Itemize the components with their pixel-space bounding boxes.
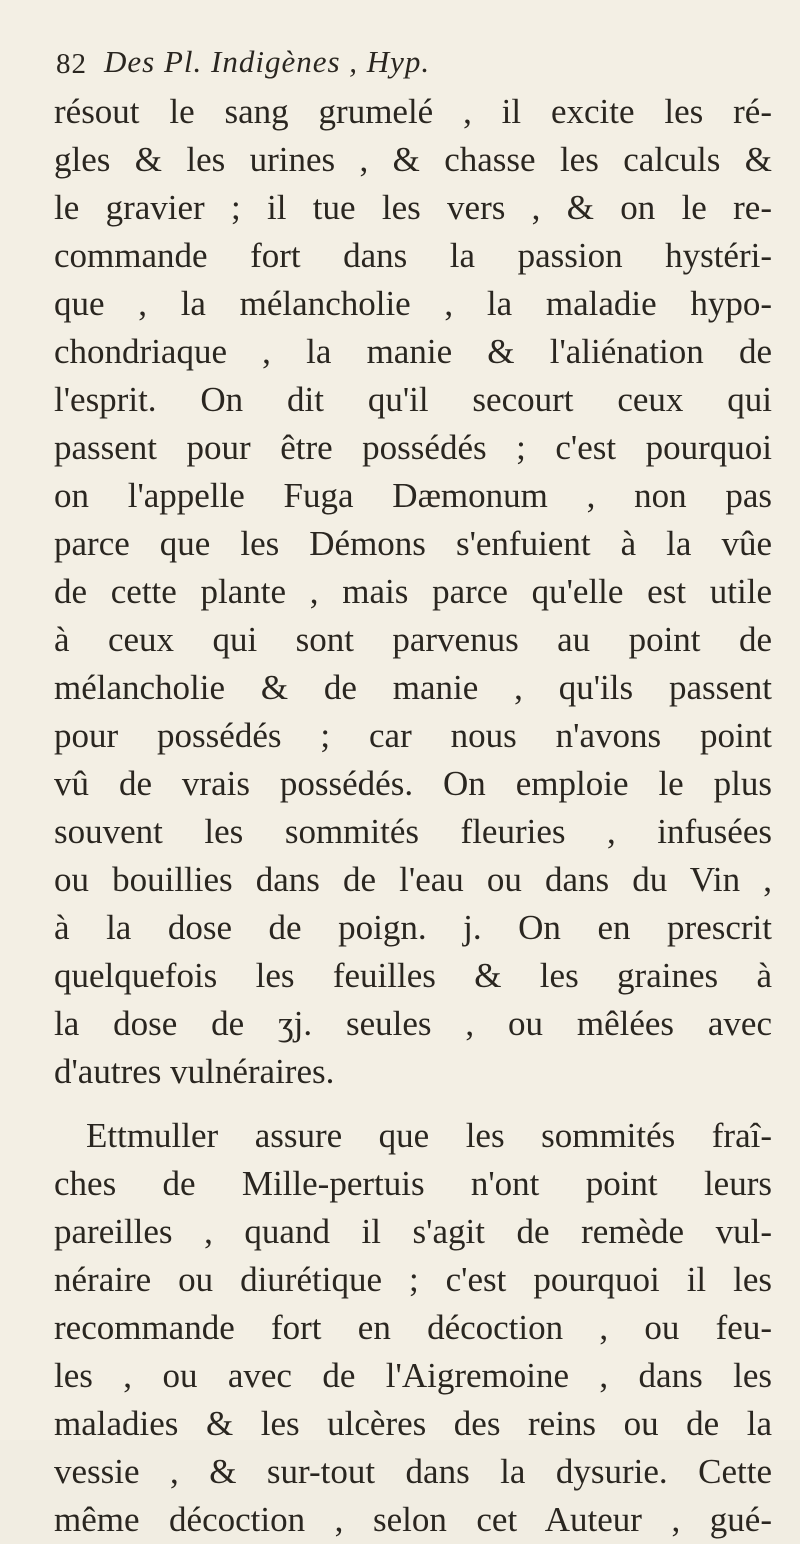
text-line: la dose de ʒj. seules , ou mêlées avec bbox=[54, 1004, 772, 1043]
paragraph-gap bbox=[54, 1096, 772, 1112]
text-line: vû de vrais possédés. On emploie le plus bbox=[54, 764, 772, 803]
text-line: on l'appelle Fuga Dæmonum , non pas bbox=[54, 476, 772, 515]
text-line: même décoction , selon cet Auteur , gué- bbox=[54, 1500, 772, 1539]
text-line: d'autres vulnéraires. bbox=[54, 1052, 335, 1091]
text-line: maladies & les ulcères des reins ou de la bbox=[54, 1404, 772, 1443]
text-line: pour possédés ; car nous n'avons point bbox=[54, 716, 772, 755]
paragraph-1 bbox=[54, 88, 772, 1096]
text-line: résout le sang grumelé , il excite les ré- bbox=[54, 92, 772, 131]
text-line: à ceux qui sont parvenus au point de bbox=[54, 620, 772, 659]
text-line: ches de Mille-pertuis n'ont point leurs bbox=[54, 1164, 772, 1203]
text-line: à la dose de poign. j. On en prescrit bbox=[54, 908, 772, 947]
body-text bbox=[54, 88, 772, 1544]
text-line: quelquefois les feuilles & les graines à bbox=[54, 956, 772, 995]
text-line: les , ou avec de l'Aigremoine , dans les bbox=[54, 1356, 772, 1395]
text-line: ou bouillies dans de l'eau ou dans du Vin , bbox=[54, 860, 772, 899]
text-line: que , la mélancholie , la maladie hypo- bbox=[54, 284, 772, 323]
text-line: le gravier ; il tue les vers , & on le re- bbox=[54, 188, 772, 227]
text-line: recommande fort en décoction , ou feu- bbox=[54, 1308, 772, 1347]
text-line: l'esprit. On dit qu'il secourt ceux qui bbox=[54, 380, 772, 419]
paragraph-2 bbox=[54, 1112, 772, 1544]
text-line: vessie , & sur-tout dans la dysurie. Cette bbox=[54, 1452, 772, 1491]
text-line: néraire ou diurétique ; c'est pourquoi il les bbox=[54, 1260, 772, 1299]
text-line: mélancholie & de manie , qu'ils passent bbox=[54, 668, 772, 707]
text-line: parce que les Démons s'enfuient à la vûe bbox=[54, 524, 772, 563]
text-line: de cette plante , mais parce qu'elle est utile bbox=[54, 572, 772, 611]
page-number: 82 bbox=[56, 48, 87, 80]
text-line: passent pour être possédés ; c'est pourquoi bbox=[54, 428, 772, 467]
text-line: chondriaque , la manie & l'aliénation de bbox=[54, 332, 772, 371]
text-line: pareilles , quand il s'agit de remède vul- bbox=[54, 1212, 772, 1251]
text-line: gles & les urines , & chasse les calculs & bbox=[54, 140, 772, 179]
text-line: Ettmuller assure que les sommités fraî- bbox=[86, 1116, 772, 1155]
running-title: Des Pl. Indigènes , Hyp. bbox=[104, 44, 431, 79]
text-line: commande fort dans la passion hystéri- bbox=[54, 236, 772, 275]
text-line: souvent les sommités fleuries , infusées bbox=[54, 812, 772, 851]
